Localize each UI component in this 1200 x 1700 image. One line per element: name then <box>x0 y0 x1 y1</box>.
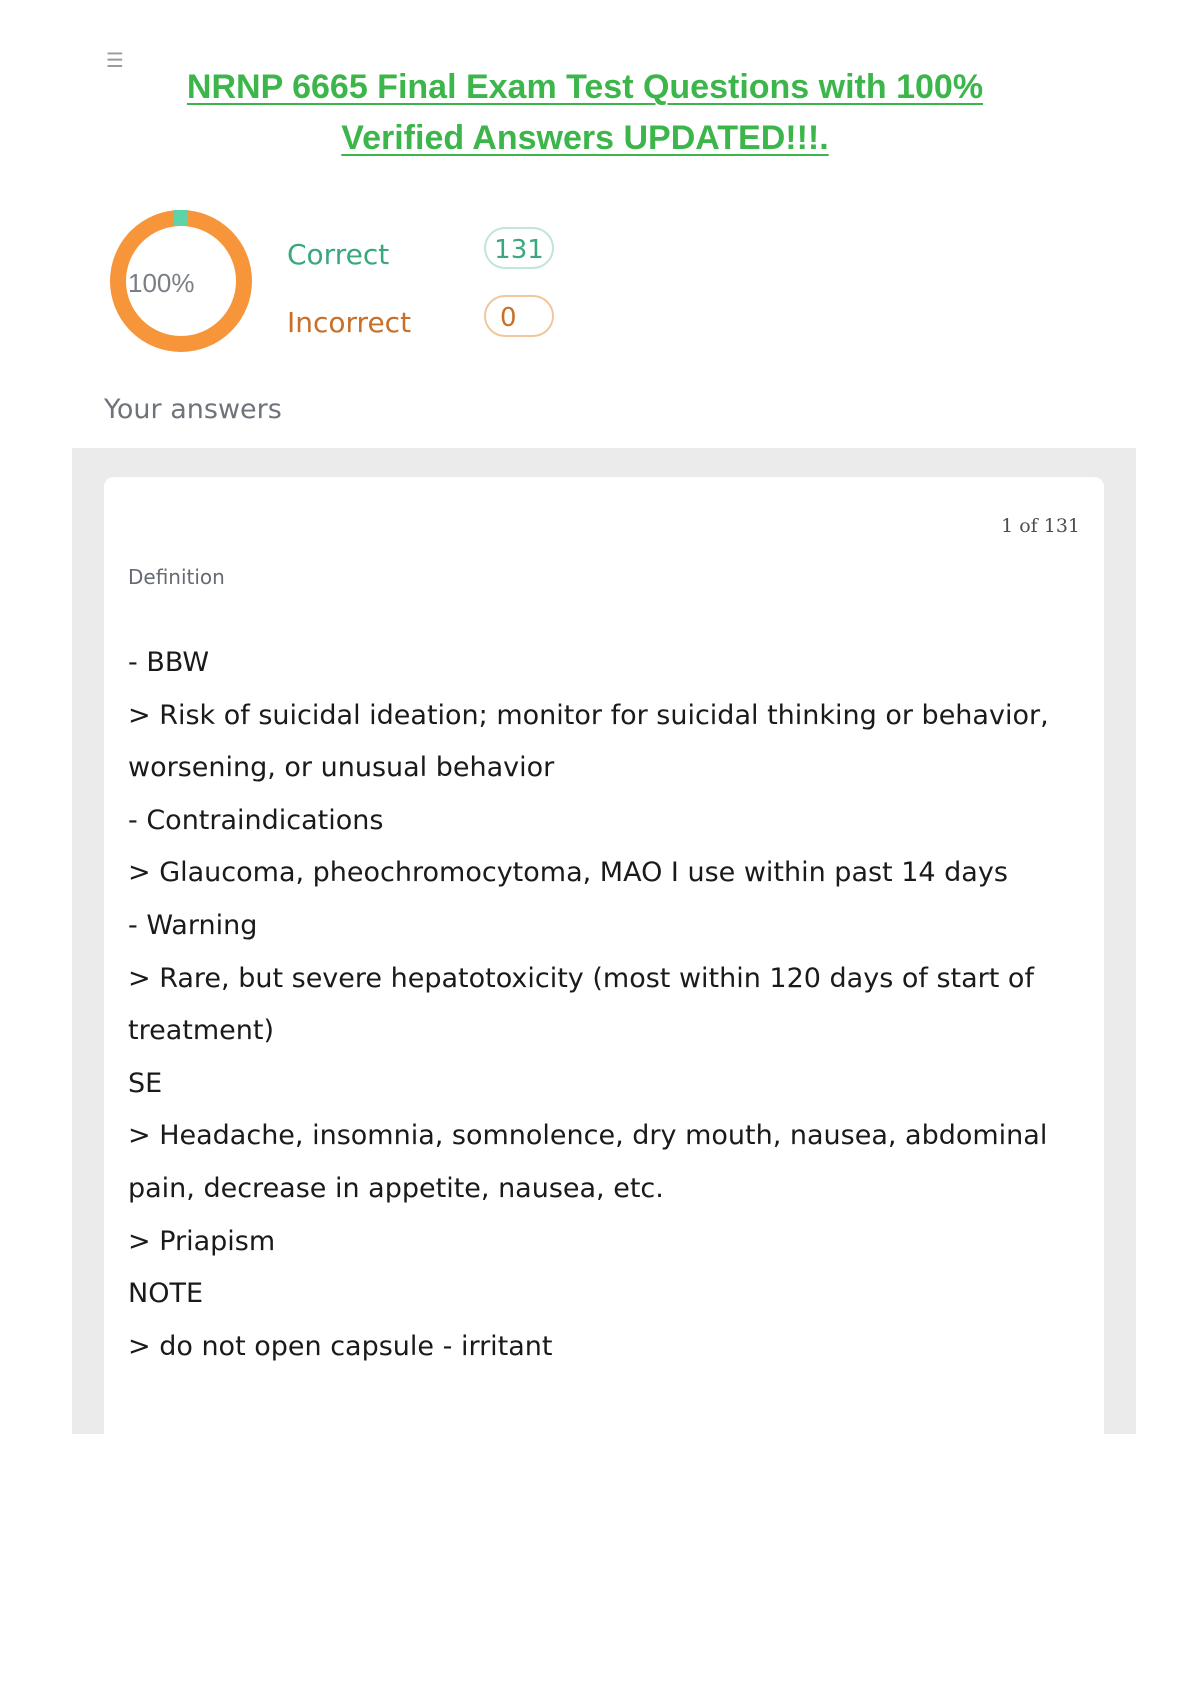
definition-line: > Headache, insomnia, somnolence, dry mouth, nausea, abdominal <box>128 1120 1048 1152</box>
correct-label: Correct <box>287 238 390 271</box>
definition-line: worsening, or unusual behavior <box>128 752 555 784</box>
card-counter: 1 of 131 <box>1001 515 1080 537</box>
title-line-2: Verified Answers UPDATED!!!. <box>341 119 829 157</box>
incorrect-label: Incorrect <box>287 306 412 339</box>
definition-line: - BBW <box>128 647 210 678</box>
page-title <box>130 62 1040 164</box>
definition-line: > Risk of suicidal ideation; monitor for suicidal thinking or behavior, <box>128 699 1049 731</box>
definition-line: > Rare, but severe hepatotoxicity (most within 120 days of start of <box>128 962 1034 994</box>
flashcard[interactable] <box>104 477 1104 1434</box>
title-line-1: NRNP 6665 Final Exam Test Questions with 100% <box>186 68 984 106</box>
definition-line: NOTE <box>128 1278 204 1310</box>
definition-line: > Glaucoma, pheochromocytoma, MAO I use within past 14 days <box>128 857 1008 889</box>
score-percent: 100% <box>128 268 195 298</box>
definition-line: > do not open capsule - irritant <box>128 1330 553 1362</box>
definition-label: Definition <box>128 565 225 589</box>
correct-count-badge: 131 <box>484 227 554 269</box>
definition-line: treatment) <box>128 1015 274 1047</box>
definition-text <box>128 637 1088 1373</box>
answers-heading: Your answers <box>104 394 282 425</box>
definition-line: pain, decrease in appetite, nausea, etc. <box>128 1172 664 1204</box>
list-icon[interactable]: ☰ <box>106 48 124 72</box>
definition-line: - Warning <box>128 909 258 941</box>
definition-line: - Contraindications <box>128 804 384 836</box>
donut-start-marker <box>174 210 188 226</box>
definition-line: SE <box>128 1067 163 1099</box>
definition-line: > Priapism <box>128 1225 276 1257</box>
incorrect-count-badge: 0 <box>484 295 554 337</box>
